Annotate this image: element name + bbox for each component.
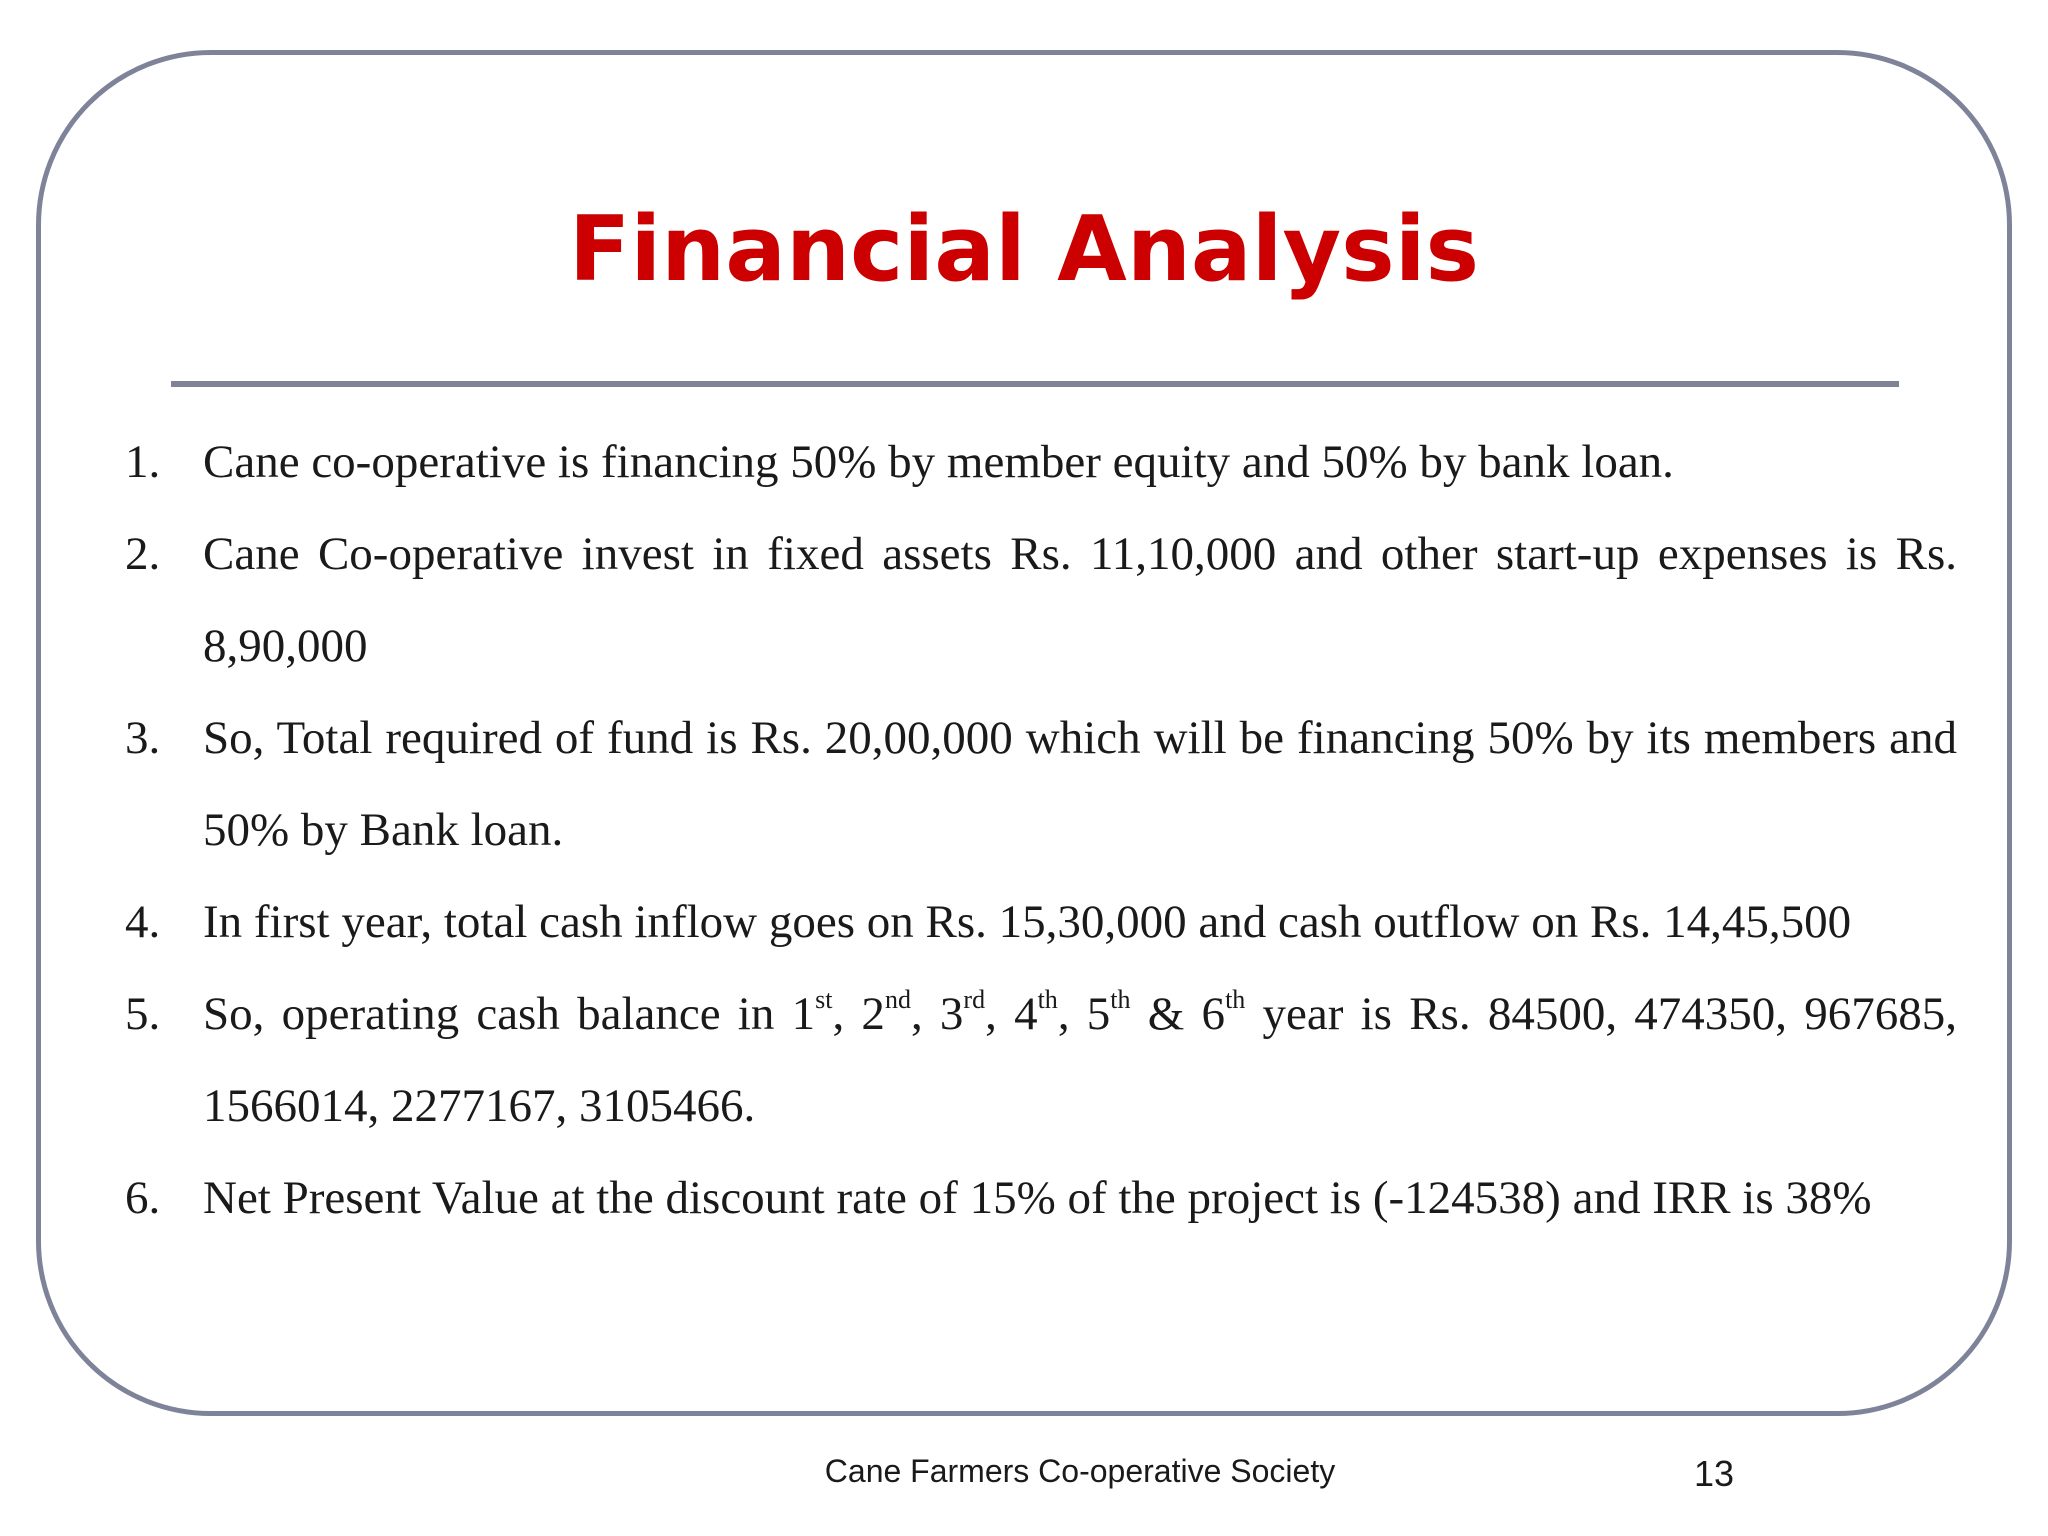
list-item-5 [125,968,1957,1152]
list-item-3 [125,692,1957,876]
list-item-text: Cane Co-operative invest in fixed assets Rs. 11,10,000 and other start-up expenses is Rs. 8,90,000 [203,528,1957,672]
list-item-2 [125,508,1957,692]
footer-text: Cane Farmers Co-operative Society [824,1453,1336,1489]
ordinal-suffix: th [1225,985,1246,1015]
list-item-text: In first year, total cash inflow goes on Rs. 15,30,000 and cash outflow on Rs. 14,45,500 [203,896,1852,948]
page-number: 13 [1694,1453,1735,1494]
text-segment: , 3 [910,988,964,1040]
ordinal-suffix: th [1037,985,1058,1015]
ordinal-suffix: nd [884,985,911,1015]
text-segment: , 4 [985,988,1038,1040]
slide-title: Financial Analysis [568,197,1480,302]
list-item-number: 3. [125,712,161,764]
list-item-1 [125,416,1957,508]
list-item-text: Cane co-operative is financing 50% by member equity and 50% by bank loan. [203,436,1674,488]
text-segment: , 5 [1057,988,1111,1040]
ordinal-suffix: th [1110,985,1131,1015]
list-item-number: 1. [125,436,161,488]
list-item-number: 4. [125,896,161,948]
list-item-4 [125,876,1957,968]
list-item-text [203,985,1958,1132]
text-segment: year is Rs. 84500, 474350, 967685, 1566014, 2277167, 3105466. [203,988,1958,1132]
text-segment: & 6 [1130,988,1226,1040]
list-item-number: 5. [125,988,161,1040]
ordinal-suffix: st [815,985,833,1015]
text-segment: , 2 [832,988,885,1040]
list-item-number: 2. [125,528,161,580]
title-divider [171,381,1899,387]
text-segment: So, operating cash balance in 1 [203,988,816,1040]
list-item-number: 6. [125,1172,161,1224]
list-item-6 [125,1152,1957,1244]
numbered-list [125,416,1957,1244]
list-item-text: Net Present Value at the discount rate of 15% of the project is (-124538) and IRR is 38% [203,1172,1872,1224]
ordinal-suffix: rd [963,985,986,1015]
list-item-text: So, Total required of fund is Rs. 20,00,000 which will be financing 50% by its members and 50% by Bank loan. [203,712,1957,856]
